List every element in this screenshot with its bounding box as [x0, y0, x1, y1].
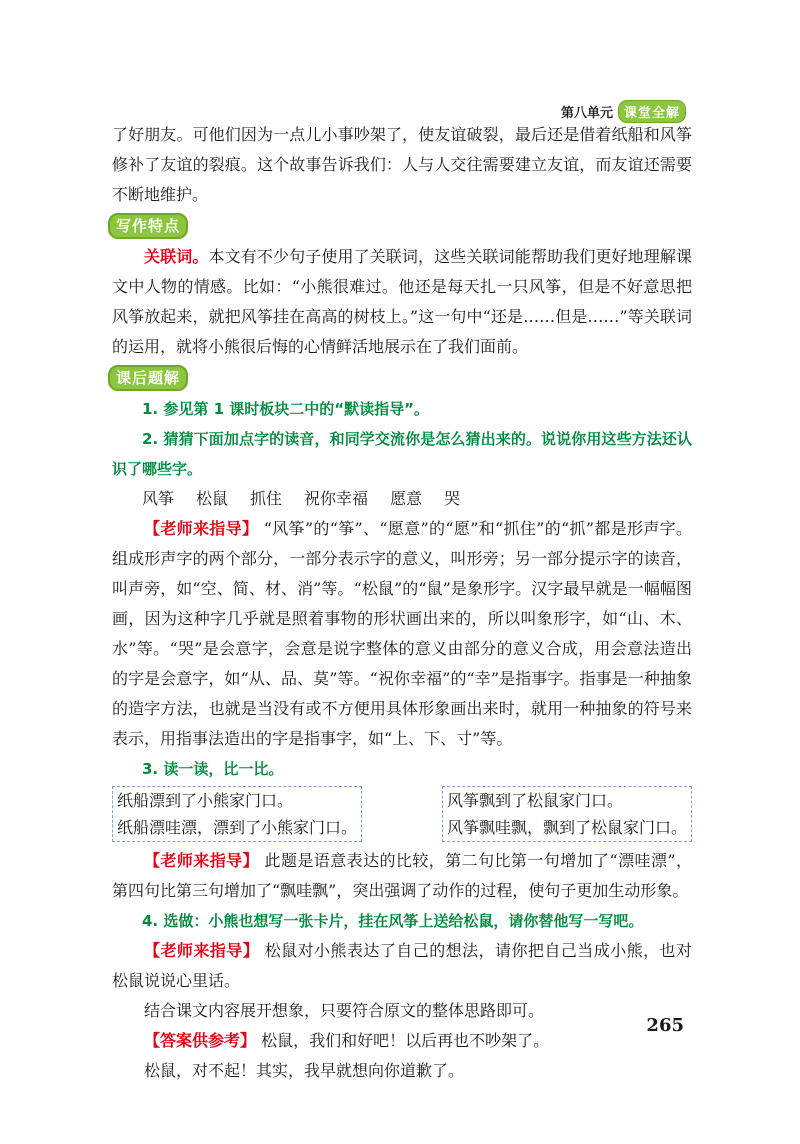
- section-badge: 课堂全解: [618, 100, 686, 123]
- char-item: 祝你幸福: [304, 489, 369, 508]
- writing-paragraph: [112, 242, 692, 362]
- answer-paragraph: [112, 1026, 692, 1056]
- question-4: 4. 选做：小熊也想写一张卡片，挂在风筝上送给松鼠，请你替他写一写吧。: [142, 912, 644, 930]
- page-number: 265: [646, 1015, 684, 1036]
- intro-paragraph: 了好朋友。可他们因为一点儿小事吵架了，使友谊破裂，最后还是借着纸船和风筝修补了友谊的裂痕。这个故事告诉我们：人与人交往需要建立友谊，而友谊还需要不断地维护。: [112, 125, 692, 204]
- sentence: 风筝飘哇飘，飘到了松鼠家门口。: [446, 818, 687, 837]
- q2-guide-text: “风筝”的“筝”、“愿意”的“愿”和“抓住”的“抓”都是形声字。组成形声字的两个部分，一部分表示字的意义，叫形旁；另一部分提示字的读音，叫声旁，如“空、简、材、消”等。“松鼠”的“鼠”是象形字。汉字最早就是一幅幅图画，因为这种字几乎就是照着事物的形状画出来的，所以叫象形字，如“山、木、水”等。“哭”是会意字，会意是说字整体的意义由部分的意义合成，用会意法造出的字是会意字，如“从、品、莫”等。“祝你幸福”的“幸”是指事字。指事是一种抽象的造字方法，也就是当没有或不方便用具体形象画出来时，就用一种抽象的符号来表示，用指事法造出的字是指事字，如“上、下、寸”等。: [112, 519, 692, 748]
- q4-guide-text: 松鼠对小熊表达了自己的想法，请你把自己当成小熊，也对松鼠说说心里话。: [112, 941, 692, 990]
- char-item: 风筝: [142, 489, 175, 508]
- compare-box-right: [442, 786, 692, 842]
- page-content: [112, 120, 692, 1086]
- sentence: 风筝飘到了松鼠家门口。: [446, 791, 623, 810]
- question-1: 1. 参见第 1 课时板块二中的“默读指导”。: [142, 400, 429, 418]
- q4-guide-paragraph: [112, 936, 692, 996]
- q3-guide-text: 此题是语意表达的比较，第二句比第一句增加了“漂哇漂”，第四句比第三句增加了“飘哇飘”，突出强调了动作的过程，使句子更加生动形象。: [112, 851, 692, 900]
- sentence: 纸船漂哇漂，漂到了小熊家门口。: [117, 818, 358, 837]
- q2-guide-paragraph: [112, 514, 692, 754]
- char-item: 松鼠: [196, 489, 229, 508]
- answer-reference-tag: 【答案供参考】: [144, 1031, 257, 1050]
- teacher-guide-tag: 【老师来指导】: [144, 519, 259, 538]
- teacher-guide-tag: 【老师来指导】: [144, 941, 260, 960]
- q4-extra: 结合课文内容展开想象，只要符合原文的整体思路即可。: [144, 1001, 545, 1020]
- answer-line-2: 松鼠，对不起！其实，我早就想向你道歉了。: [144, 1061, 465, 1080]
- exercises-heading: 课后题解: [108, 365, 188, 391]
- answer-line-1: 松鼠，我们和好吧！以后再也不吵架了。: [261, 1031, 550, 1050]
- writing-text: 本文有不少句子使用了关联词，这些关联词能帮助我们更好地理解课文中人物的情感。比如：“小熊很难过。他还是每天扎一只风筝，但是不好意思把风筝放起来，就把风筝挂在高高的树枝上。”这一句中“还是……但是……”等关联词的运用，就将小熊很后悔的心情鲜活地展示在了我们面前。: [112, 247, 692, 356]
- char-item: 愿意: [390, 489, 423, 508]
- writing-features-heading: 写作特点: [108, 213, 188, 239]
- dotted-characters-row: [112, 484, 692, 514]
- question-2: 2. 猜猜下面加点字的读音，和同学交流你是怎么猜出来的。说说你用这些方法还认识了哪些字。: [112, 430, 692, 478]
- keyword-conjunctions: 关联词。: [144, 247, 209, 266]
- unit-label: 第八单元: [560, 106, 613, 121]
- sentence: 纸船漂到了小熊家门口。: [117, 791, 294, 810]
- compare-box-left: [112, 786, 362, 842]
- char-item: 抓住: [250, 489, 283, 508]
- question-3: 3. 读一读，比一比。: [142, 760, 284, 778]
- q3-guide-paragraph: [112, 846, 692, 906]
- char-item: 哭: [444, 489, 461, 508]
- teacher-guide-tag: 【老师来指导】: [144, 851, 259, 870]
- compare-sentences: [112, 786, 692, 842]
